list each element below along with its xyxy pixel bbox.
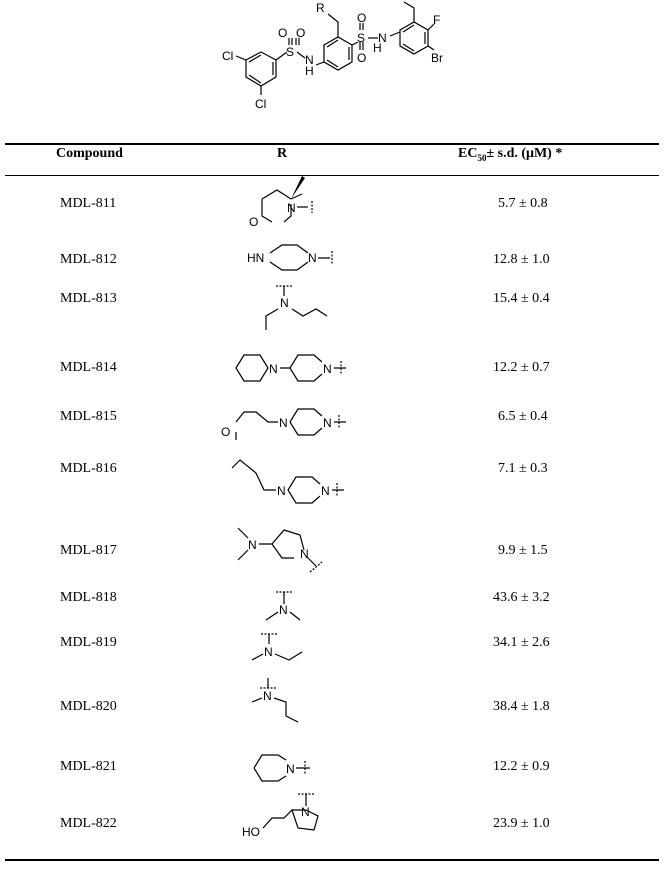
row-11-ec50: 23.9 ± 1.0 xyxy=(493,816,550,831)
row-1-atom-hn: HN xyxy=(247,251,265,265)
scaffold-cl-bottom: Cl xyxy=(255,97,267,111)
scaffold-f: F xyxy=(433,13,441,27)
row-6-atom-n2: N xyxy=(300,547,309,561)
row-7-atom-n: N xyxy=(279,603,288,617)
row-9-atom-n: N xyxy=(263,689,272,703)
row-0-ec50: 5.7 ± 0.8 xyxy=(498,196,548,211)
row-6-compound: MDL-817 xyxy=(60,543,117,558)
row-5-ec50: 7.1 ± 0.3 xyxy=(498,461,548,476)
row-5-compound: MDL-816 xyxy=(60,461,117,476)
scaffold-s-right: S xyxy=(357,31,366,45)
scaffold-nh-right: N xyxy=(378,31,387,45)
scaffold-o2: O xyxy=(296,26,306,40)
header-compound: Compound xyxy=(56,146,123,161)
header-ec50-prefix: EC xyxy=(458,146,478,161)
scaffold-o3: O xyxy=(357,11,367,25)
row-4-atom-n2: N xyxy=(323,416,332,430)
row-9-ec50: 38.4 ± 1.8 xyxy=(493,699,550,714)
row-10-atom-n: N xyxy=(286,762,295,776)
scaffold-r-label: R xyxy=(316,1,325,15)
row-3-atom-n1: N xyxy=(269,362,278,376)
row-10-r-group-bonds xyxy=(254,755,310,781)
row-1-atom-n: N xyxy=(308,251,317,265)
row-6-ec50: 9.9 ± 1.5 xyxy=(498,543,548,558)
scaffold-o1: O xyxy=(278,26,288,40)
row-1-r-group-bonds xyxy=(270,245,330,270)
row-11-atom-ho: HO xyxy=(242,825,260,839)
row-9-compound: MDL-820 xyxy=(60,699,117,714)
row-8-ec50: 34.1 ± 2.6 xyxy=(493,635,550,650)
row-5-atom-n2: N xyxy=(321,484,330,498)
row-8-compound: MDL-819 xyxy=(60,635,117,650)
header-r: R xyxy=(277,146,288,161)
row-11-compound: MDL-822 xyxy=(60,816,117,831)
row-7-ec50: 43.6 ± 3.2 xyxy=(493,590,550,605)
row-3-atom-n2: N xyxy=(323,362,332,376)
row-3-compound: MDL-814 xyxy=(60,360,117,375)
scaffold-o4: O xyxy=(357,51,367,65)
row-2-compound: MDL-813 xyxy=(60,291,117,306)
row-1-compound: MDL-812 xyxy=(60,252,117,267)
scaffold-h-right: H xyxy=(373,41,382,55)
scaffold-cl-left: Cl xyxy=(222,49,234,63)
row-9-r-group-bonds xyxy=(252,678,298,722)
scaffold-nh-left: N xyxy=(305,53,314,67)
row-6-atom-n1: N xyxy=(248,538,257,552)
row-5-atom-n1: N xyxy=(277,484,286,498)
scaffold-br: Br xyxy=(431,51,443,65)
row-0-atom-n: N xyxy=(287,201,296,215)
scaffold-s-left: S xyxy=(286,45,295,59)
row-4-ec50: 6.5 ± 0.4 xyxy=(498,409,548,424)
header-ec50-suffix: ± s.d. (μM) * xyxy=(486,146,563,161)
row-10-compound: MDL-821 xyxy=(60,759,117,774)
row-0-r-group-bonds xyxy=(262,190,302,222)
row-0-atom-o: O xyxy=(249,215,259,229)
row-2-ec50: 15.4 ± 0.4 xyxy=(493,291,550,306)
row-2-atom-n: N xyxy=(280,296,289,310)
header-ec50-sub: 50 xyxy=(477,152,487,163)
row-8-atom-n: N xyxy=(264,645,273,659)
row-0-compound: MDL-811 xyxy=(60,196,117,211)
row-4-atom-n1: N xyxy=(279,416,288,430)
row-10-ec50: 12.2 ± 0.9 xyxy=(493,759,550,774)
row-4-compound: MDL-815 xyxy=(60,409,117,424)
row-1-ec50: 12.8 ± 1.0 xyxy=(493,252,550,267)
scaffold-h-left: H xyxy=(305,64,314,78)
row-2-r-group-bonds xyxy=(266,286,327,330)
row-11-atom-n: N xyxy=(301,805,310,819)
row-4-atom-o: O xyxy=(221,425,231,439)
row-3-ec50: 12.2 ± 0.7 xyxy=(493,360,550,375)
row-7-compound: MDL-818 xyxy=(60,590,117,605)
row-8-r-group-bonds xyxy=(252,634,302,660)
row-11-r-group-bonds xyxy=(263,794,318,830)
